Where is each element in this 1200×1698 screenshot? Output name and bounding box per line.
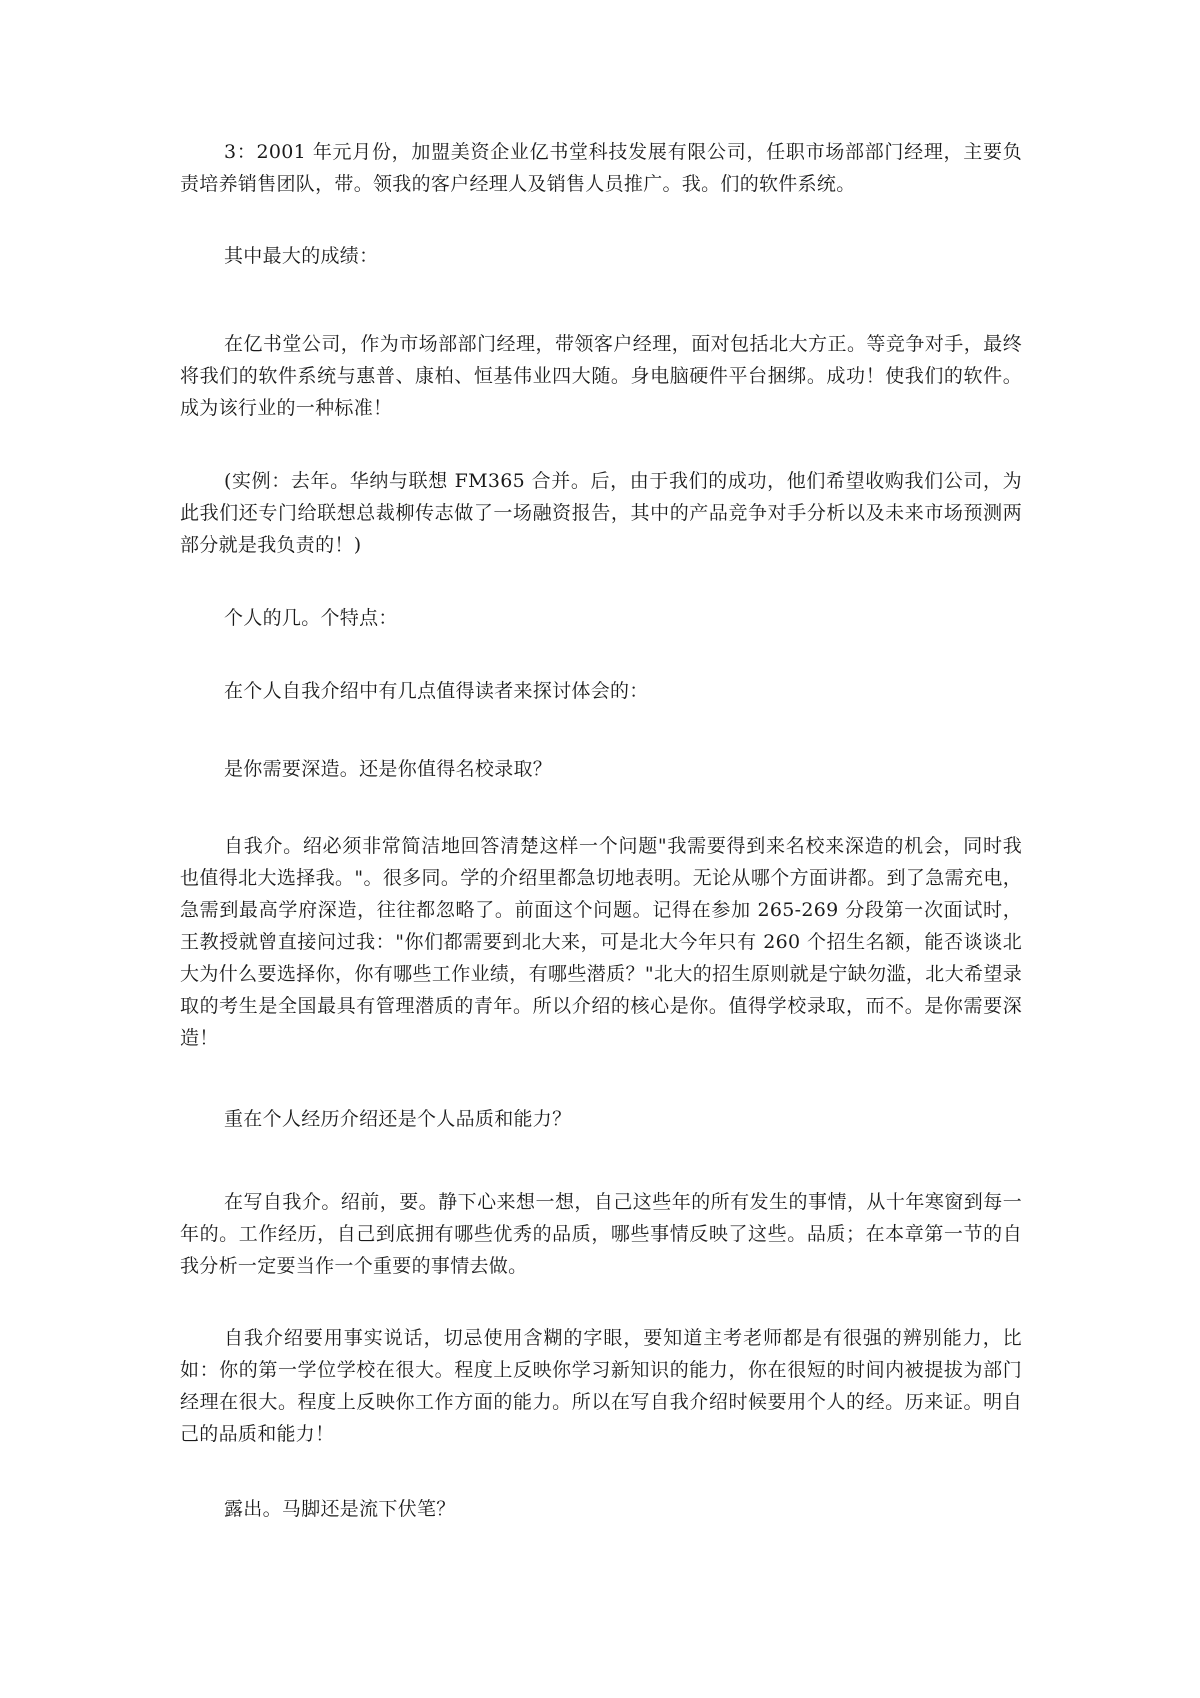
paragraph-experience-item-3: 3：2001 年元月份，加盟美资企业亿书堂科技发展有限公司，任职市场部部门经理，主要负责培养销售团队，带。领我的客户经理人及销售人员推广。我。们的软件系统。 bbox=[180, 141, 1022, 195]
paragraph-achievement-detail: 在亿书堂公司，作为市场部部门经理，带领客户经理，面对包括北大方正。等竞争对手，最终将我们的软件系统与惠普、康柏、恒基伟业四大随。身电脑硬件平台捆绑。成功！使我们的软件。成为该行业的一种标准！ bbox=[180, 333, 1022, 419]
heading-biggest-achievement: 其中最大的成绩： bbox=[224, 245, 379, 267]
paragraph-reflection: 在写自我介。绍前，要。静下心来想一想，自己这些年的所有发生的事情，从十年寒窗到每一年的。工作经历，自己到底拥有哪些优秀的品质，哪些事情反映了这些。品质；在本章第一节的自我分析一定要当作一个重要的事情去做。 bbox=[180, 1191, 1022, 1277]
paragraph-use-facts: 自我介绍要用事实说话，切忌使用含糊的字眼，要知道主考老师都是有很强的辨别能力，比如：你的第一学位学校在很大。程度上反映你学习新知识的能力，你在很短的时间内被提拔为部门经理在很大。程度上反映你工作方面的能力。所以在写自我介绍时候要用个人的经。历来证。明自己的品质和能力！ bbox=[180, 1327, 1022, 1445]
document-page bbox=[180, 0, 1022, 1698]
paragraph-example: (实例：去年。华纳与联想 FM365 合并。后，由于我们的成功，他们希望收购我们公司，为此我们还专门给联想总裁柳传志做了一场融资报告，其中的产品竞争对手分析以及未来市场预测两部分就是我负责的！) bbox=[180, 470, 1022, 556]
heading-question-foreshadow: 露出。马脚还是流下伏笔？ bbox=[224, 1498, 456, 1520]
heading-question-study-or-deserve: 是你需要深造。还是你值得名校录取？ bbox=[224, 758, 553, 780]
heading-question-experience-or-quality: 重在个人经历介绍还是个人品质和能力？ bbox=[224, 1108, 572, 1130]
heading-personal-traits: 个人的几。个特点： bbox=[224, 607, 398, 629]
paragraph-self-intro-core: 自我介。绍必须非常简洁地回答清楚这样一个问题"我需要得到来名校来深造的机会，同时我也值得北大选择我。"。很多同。学的介绍里都急切地表明。无论从哪个方面讲都。到了急需充电，急需到最高学府深造，往往都忽略了。前面这个问题。记得在参加 265-269 分段第一次面试时，王教授就曾直接问过我："你们都需要到北大来，可是北大今年只有 260 个招生名额，能否谈谈北大为什么要选择你，你有哪些工作业绩，有哪些潜质？"北大的招生原则就是宁缺勿滥，北大希望录取的考生是全国最具有管理潜质的青年。所以介绍的核心是你。值得学校录取，而不。是你需要深造！ bbox=[180, 835, 1022, 1049]
paragraph-intro-points: 在个人自我介绍中有几点值得读者来探讨体会的： bbox=[224, 680, 649, 702]
